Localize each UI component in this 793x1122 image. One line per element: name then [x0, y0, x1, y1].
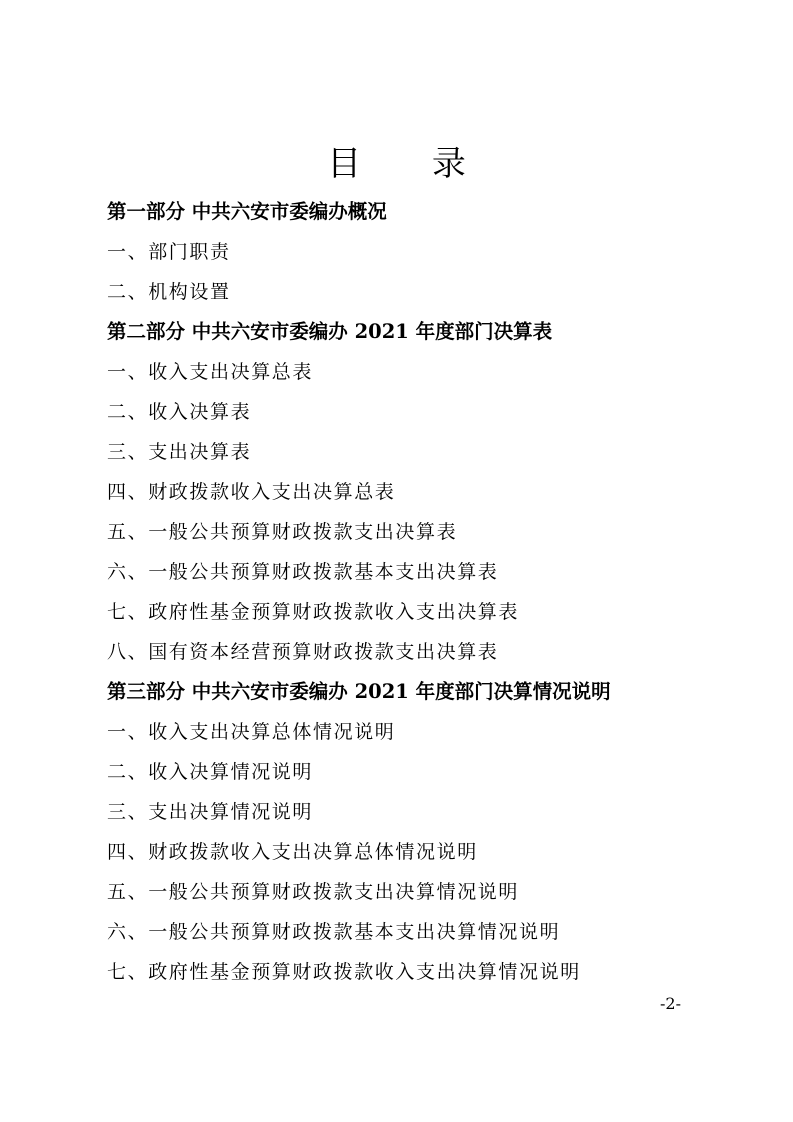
- toc-item: 四、财政拨款收入支出决算总表: [107, 481, 396, 503]
- toc-item: 二、机构设置: [107, 281, 231, 303]
- toc-item: 二、收入决算情况说明: [107, 761, 314, 783]
- toc-item: 六、一般公共预算财政拨款基本支出决算表: [107, 561, 499, 583]
- toc-item: 五、一般公共预算财政拨款支出决算表: [107, 521, 458, 543]
- toc-item: 一、收入支出决算总体情况说明: [107, 721, 396, 743]
- toc-part-heading: 第一部分 中共六安市委编办概况: [107, 200, 387, 223]
- table-of-contents: [107, 192, 727, 992]
- toc-item: 六、一般公共预算财政拨款基本支出决算情况说明: [107, 921, 561, 943]
- toc-item: 一、收入支出决算总表: [107, 361, 314, 383]
- toc-item: 三、支出决算情况说明: [107, 801, 314, 823]
- toc-item: 七、政府性基金预算财政拨款收入支出决算表: [107, 601, 520, 623]
- page-number: -2-: [660, 994, 681, 1013]
- page-title: 目 录: [327, 144, 496, 184]
- toc-item: 八、国有资本经营预算财政拨款支出决算表: [107, 641, 499, 663]
- toc-part-heading: 第三部分 中共六安市委编办 2021 年度部门决算情况说明: [107, 680, 611, 703]
- toc-item: 七、政府性基金预算财政拨款收入支出决算情况说明: [107, 961, 581, 983]
- toc-item: 二、收入决算表: [107, 401, 252, 423]
- toc-part-heading: 第二部分 中共六安市委编办 2021 年度部门决算表: [107, 320, 553, 343]
- toc-item: 一、部门职责: [107, 241, 231, 263]
- toc-item: 四、财政拨款收入支出决算总体情况说明: [107, 841, 478, 863]
- toc-item: 三、支出决算表: [107, 441, 252, 463]
- toc-item: 五、一般公共预算财政拨款支出决算情况说明: [107, 881, 520, 903]
